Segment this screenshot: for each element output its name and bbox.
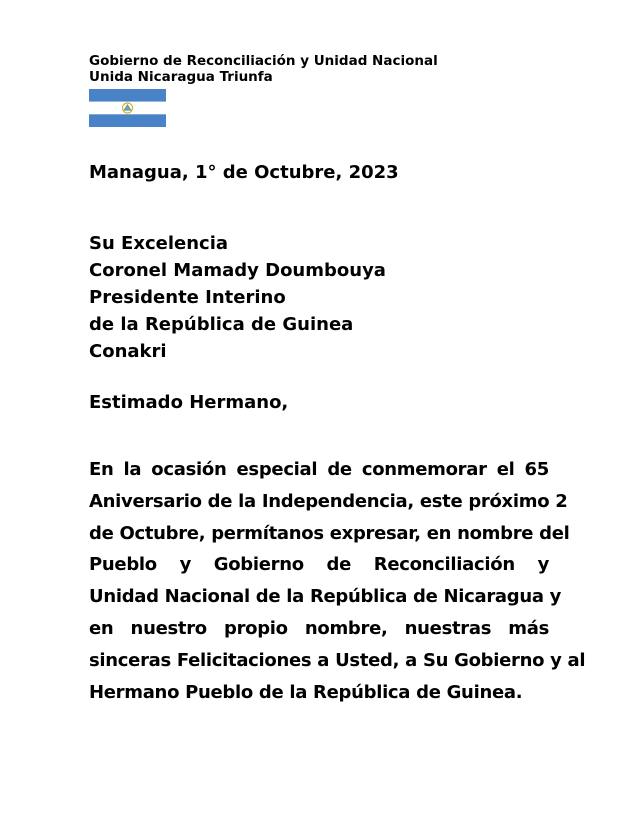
body-line: Pueblo y Gobierno de Reconciliación y — [89, 554, 549, 576]
recipient-line: Coronel Mamady Doumbouya — [89, 260, 386, 281]
body-line: sinceras Felicitaciones a Usted, a Su Gobierno y al — [89, 649, 586, 671]
body-line: en nuestro propio nombre, nuestras más — [89, 617, 549, 639]
body-line: En la ocasión especial de conmemorar el 65 — [89, 459, 549, 480]
letterhead — [89, 53, 438, 85]
body-line: Unidad Nacional de la República de Nicaragua y — [89, 586, 562, 608]
recipient-line: de la República de Guinea — [89, 314, 354, 335]
salutation: Estimado Hermano, — [89, 392, 289, 413]
letterhead-motto: Unida Nicaragua Triunfa — [89, 69, 273, 85]
body-line: Aniversario de la Independencia, este próximo 2 — [89, 490, 568, 512]
nicaragua-flag-icon — [89, 89, 166, 127]
recipient-block — [89, 230, 386, 365]
recipient-line: Conakri — [89, 341, 167, 362]
recipient-line: Presidente Interino — [89, 287, 286, 308]
body-line: Hermano Pueblo de la República de Guinea. — [89, 681, 523, 703]
body-line: de Octubre, permítanos expresar, en nombre del — [89, 522, 570, 544]
letter-date: Managua, 1° de Octubre, 2023 — [89, 162, 399, 183]
recipient-line: Su Excelencia — [89, 233, 229, 254]
letter-body — [89, 454, 586, 708]
letterhead-government-name: Gobierno de Reconciliación y Unidad Nacional — [89, 53, 438, 69]
